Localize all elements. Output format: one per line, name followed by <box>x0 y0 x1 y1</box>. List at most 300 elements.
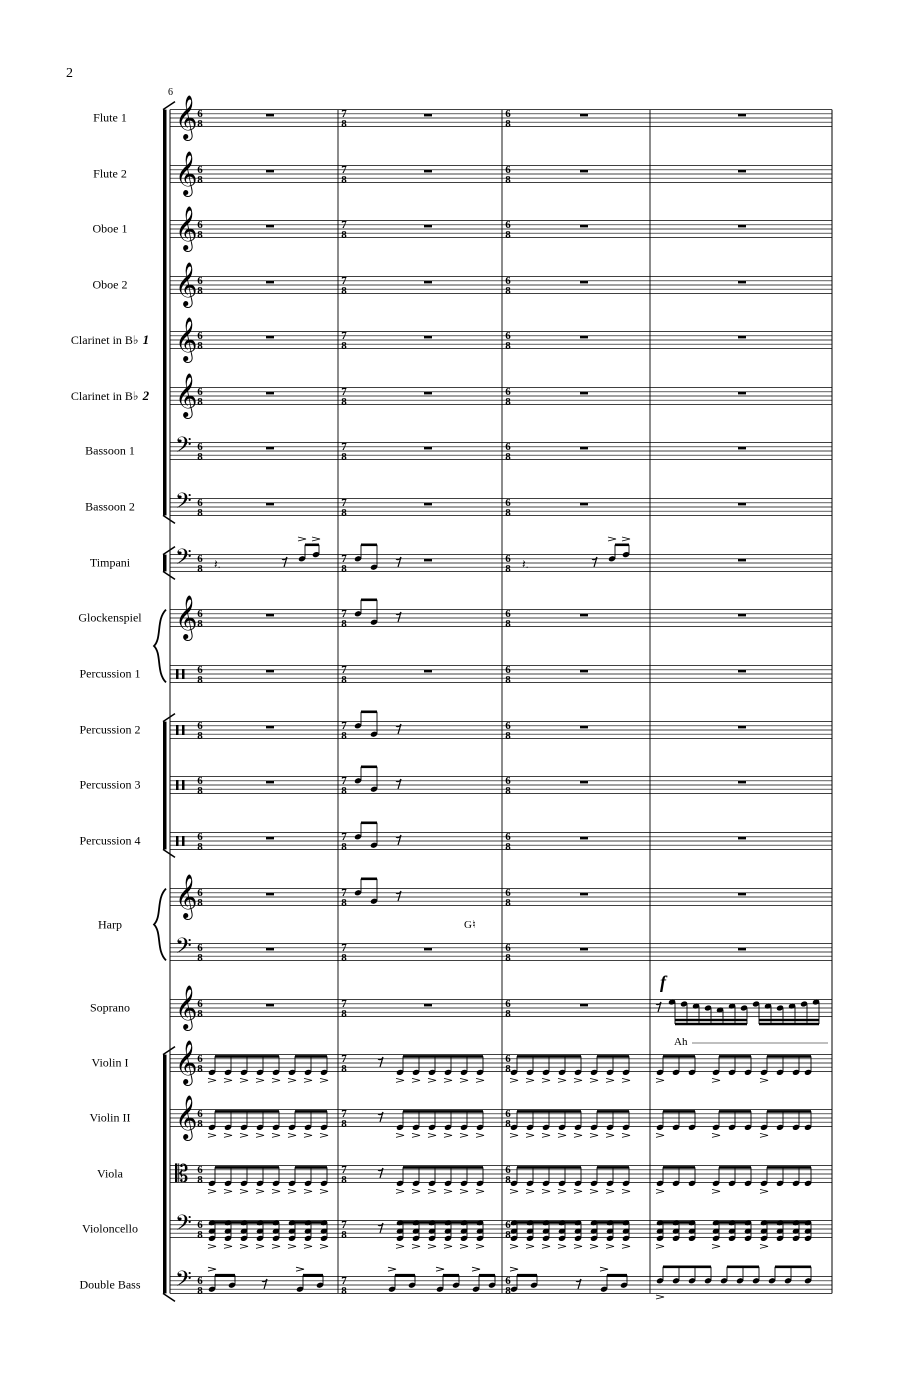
time-signature-bottom: 8 <box>341 285 347 297</box>
accent-mark <box>574 1078 582 1082</box>
time-signature-top: 7 <box>341 831 347 843</box>
time-signature-bottom: 8 <box>505 507 511 519</box>
time-signature-top: 7 <box>341 942 347 954</box>
instrument-label-text: Violoncello <box>82 1221 138 1236</box>
time-signature-bottom: 8 <box>505 674 511 686</box>
time-signature-bottom: 8 <box>197 174 203 186</box>
time-signature-bottom: 8 <box>505 229 511 241</box>
whole-rest <box>424 447 432 450</box>
accent-mark <box>542 1133 550 1137</box>
instrument-label-text: Violin I <box>91 1055 129 1070</box>
percussion-clef <box>176 669 179 679</box>
accent-mark <box>256 1244 264 1248</box>
accent-mark <box>712 1133 720 1137</box>
alto-clef-icon: 𝄡 <box>175 1160 189 1188</box>
time-signature-top: 6 <box>505 1275 511 1287</box>
accent-mark <box>510 1244 518 1248</box>
instrument-label-text: Glockenspiel <box>78 610 142 625</box>
whole-rest <box>580 114 588 117</box>
time-signature-top: 7 <box>341 1108 347 1120</box>
time-signature-bottom: 8 <box>197 1285 203 1297</box>
time-signature-top: 7 <box>341 664 347 676</box>
accent-mark <box>428 1244 436 1248</box>
time-signature-top: 6 <box>505 164 511 176</box>
time-signature-bottom: 8 <box>341 1229 347 1241</box>
whole-rest <box>424 559 432 562</box>
treble-clef-icon: 𝄞 <box>175 95 198 139</box>
time-signature-bottom: 8 <box>505 118 511 130</box>
accent-mark <box>622 537 630 541</box>
accent-mark <box>590 1078 598 1082</box>
accent-mark <box>510 1189 518 1193</box>
instrument-label-text: Timpani <box>89 555 131 570</box>
staff-percussion-1 <box>170 664 832 686</box>
accent-mark <box>396 1078 404 1082</box>
whole-rest <box>580 336 588 339</box>
time-signature-top: 6 <box>197 553 203 565</box>
time-signature-top: 6 <box>505 275 511 287</box>
accent-mark <box>272 1189 280 1193</box>
whole-rest <box>580 225 588 228</box>
time-signature-bottom: 8 <box>505 1063 511 1075</box>
time-signature-bottom: 8 <box>341 174 347 186</box>
accent-mark <box>304 1133 312 1137</box>
percussion-clef <box>176 836 179 846</box>
time-signature-top: 6 <box>197 386 203 398</box>
time-signature-top: 6 <box>505 1219 511 1231</box>
accent-mark <box>428 1078 436 1082</box>
instrument-label-text: Percussion 4 <box>79 833 141 848</box>
time-signature-top: 6 <box>505 553 511 565</box>
accent-mark <box>760 1133 768 1137</box>
accent-mark <box>240 1189 248 1193</box>
accent-mark <box>396 1189 404 1193</box>
time-signature-top: 6 <box>505 1053 511 1065</box>
whole-rest <box>738 559 746 562</box>
bass-clef-icon: 𝄢 <box>175 1211 192 1241</box>
instrument-label-text: Clarinet in B♭ <box>70 389 139 403</box>
time-signature-top: 6 <box>505 219 511 231</box>
accent-mark <box>444 1078 452 1082</box>
whole-rest <box>424 392 432 395</box>
time-signature-top: 7 <box>341 386 347 398</box>
accent-mark <box>396 1244 404 1248</box>
accent-mark <box>320 1189 328 1193</box>
whole-rest <box>738 670 746 673</box>
treble-clef-icon: 𝄞 <box>175 1040 198 1084</box>
accent-mark <box>476 1244 484 1248</box>
percussion-clef <box>182 725 185 735</box>
time-signature-top: 7 <box>341 608 347 620</box>
time-signature-bottom: 8 <box>197 674 203 686</box>
instrument-label-text: Bassoon 2 <box>85 499 135 514</box>
accent-mark <box>656 1244 664 1248</box>
whole-rest <box>738 336 746 339</box>
staff-clarinet-2 <box>170 373 832 419</box>
time-signature-top: 6 <box>197 1108 203 1120</box>
accent-mark <box>558 1078 566 1082</box>
whole-rest <box>580 614 588 617</box>
bracket-hook <box>163 1047 175 1055</box>
time-signature-bottom: 8 <box>197 730 203 742</box>
accent-mark <box>208 1133 216 1137</box>
time-signature-bottom: 8 <box>197 396 203 408</box>
staff-timpani <box>170 545 832 575</box>
whole-rest <box>580 1004 588 1007</box>
time-signature-top: 7 <box>341 775 347 787</box>
time-signature-bottom: 8 <box>341 1118 347 1130</box>
accent-mark <box>472 1267 480 1271</box>
staff-percussion-2 <box>170 720 832 742</box>
time-signature-bottom: 8 <box>197 229 203 241</box>
time-signature-top: 7 <box>341 887 347 899</box>
whole-rest <box>266 336 274 339</box>
whole-rest <box>738 726 746 729</box>
whole-rest <box>266 614 274 617</box>
group-bracket <box>163 110 167 516</box>
accent-mark <box>622 1244 630 1248</box>
accent-mark <box>296 1267 304 1271</box>
instrument-label-number: 2 <box>142 388 150 403</box>
accent-mark <box>320 1133 328 1137</box>
time-signature-bottom: 8 <box>505 1285 511 1297</box>
time-signature-top: 6 <box>197 998 203 1010</box>
bracket-hook <box>163 515 175 523</box>
bass-clef-icon: 𝄢 <box>175 1267 192 1297</box>
time-signature-top: 6 <box>505 720 511 732</box>
accent-mark <box>558 1133 566 1137</box>
accent-mark <box>760 1244 768 1248</box>
accent-mark <box>444 1133 452 1137</box>
time-signature-bottom: 8 <box>341 785 347 797</box>
time-signature-top: 7 <box>341 553 347 565</box>
accent-mark <box>606 1244 614 1248</box>
percussion-clef <box>176 725 179 735</box>
time-signature-top: 6 <box>197 219 203 231</box>
accent-mark <box>558 1244 566 1248</box>
accent-mark <box>574 1244 582 1248</box>
accent-mark <box>542 1078 550 1082</box>
time-signature-bottom: 8 <box>505 1174 511 1186</box>
accent-mark <box>526 1078 534 1082</box>
bracket-hook <box>163 102 175 110</box>
time-signature-bottom: 8 <box>341 118 347 130</box>
whole-rest <box>580 670 588 673</box>
time-signature-top: 6 <box>505 998 511 1010</box>
time-signature-bottom: 8 <box>341 1174 347 1186</box>
time-signature-top: 6 <box>197 720 203 732</box>
accent-mark <box>622 1189 630 1193</box>
accent-mark <box>542 1244 550 1248</box>
whole-rest <box>266 948 274 951</box>
accent-mark <box>272 1078 280 1082</box>
accent-mark <box>460 1244 468 1248</box>
time-signature-bottom: 8 <box>505 1008 511 1020</box>
time-signature-top: 6 <box>505 775 511 787</box>
treble-clef-icon: 𝄞 <box>175 985 198 1029</box>
bass-clef-icon: 𝄢 <box>175 433 192 463</box>
whole-rest <box>738 447 746 450</box>
time-signature-top: 7 <box>341 497 347 509</box>
whole-rest <box>580 503 588 506</box>
dotted-rest: 𝄽. <box>214 557 221 571</box>
time-signature-top: 6 <box>197 441 203 453</box>
group-bracket <box>163 1055 167 1294</box>
accent-mark <box>510 1133 518 1137</box>
time-signature-top: 6 <box>197 497 203 509</box>
accent-mark <box>240 1078 248 1082</box>
time-signature-top: 6 <box>505 887 511 899</box>
accent-mark <box>298 537 306 541</box>
instrument-label-text: Soprano <box>90 1000 130 1015</box>
whole-rest <box>424 336 432 339</box>
time-signature-bottom: 8 <box>505 340 511 352</box>
time-signature-top: 7 <box>341 219 347 231</box>
time-signature-bottom: 8 <box>197 897 203 909</box>
accent-mark <box>288 1189 296 1193</box>
instrument-label-text: Flute 1 <box>93 110 127 125</box>
accent-mark <box>388 1267 396 1271</box>
accent-mark <box>208 1078 216 1082</box>
harp-pedal-marking: G♮ <box>464 919 476 931</box>
time-signature-bottom: 8 <box>197 118 203 130</box>
accent-mark <box>712 1189 720 1193</box>
percussion-clef <box>176 780 179 790</box>
accent-mark <box>412 1189 420 1193</box>
whole-rest <box>266 225 274 228</box>
staff-harp <box>170 874 832 920</box>
time-signature-bottom: 8 <box>505 841 511 853</box>
time-signature-bottom: 8 <box>341 229 347 241</box>
accent-mark <box>712 1244 720 1248</box>
accent-mark <box>590 1189 598 1193</box>
accent-mark <box>288 1078 296 1082</box>
whole-rest <box>424 281 432 284</box>
brace <box>154 610 166 683</box>
time-signature-bottom: 8 <box>505 1229 511 1241</box>
instrument-label-text: Violin II <box>89 1110 131 1125</box>
time-signature-top: 6 <box>505 497 511 509</box>
time-signature-bottom: 8 <box>341 730 347 742</box>
time-signature-bottom: 8 <box>197 1008 203 1020</box>
whole-rest <box>424 225 432 228</box>
time-signature-bottom: 8 <box>197 1229 203 1241</box>
whole-rest <box>580 447 588 450</box>
percussion-clef <box>182 780 185 790</box>
accent-mark <box>526 1133 534 1137</box>
whole-rest <box>738 948 746 951</box>
accent-mark <box>590 1244 598 1248</box>
time-signature-bottom: 8 <box>341 507 347 519</box>
time-signature-top: 6 <box>505 330 511 342</box>
time-signature-top: 6 <box>197 887 203 899</box>
accent-mark <box>272 1244 280 1248</box>
staff-bassoon-1 <box>170 433 832 463</box>
time-signature-bottom: 8 <box>341 451 347 463</box>
accent-mark <box>510 1078 518 1082</box>
accent-mark <box>224 1189 232 1193</box>
accent-mark <box>272 1133 280 1137</box>
treble-clef-icon: 𝄞 <box>175 595 198 639</box>
time-signature-bottom: 8 <box>341 897 347 909</box>
time-signature-bottom: 8 <box>197 451 203 463</box>
time-signature-bottom: 8 <box>505 174 511 186</box>
accent-mark <box>320 1078 328 1082</box>
accent-mark <box>656 1133 664 1137</box>
accent-mark <box>396 1133 404 1137</box>
accent-mark <box>476 1078 484 1082</box>
whole-rest <box>266 781 274 784</box>
accent-mark <box>526 1244 534 1248</box>
accent-mark <box>428 1133 436 1137</box>
brace <box>154 889 166 961</box>
accent-mark <box>608 537 616 541</box>
group-bracket <box>163 555 167 572</box>
time-signature-bottom: 8 <box>341 1008 347 1020</box>
instrument-label-text: Percussion 3 <box>79 777 141 792</box>
time-signature-top: 6 <box>197 1053 203 1065</box>
bracket-hook <box>163 849 175 857</box>
time-signature-top: 7 <box>341 330 347 342</box>
whole-rest <box>580 281 588 284</box>
staff-bassoon-2 <box>170 489 832 519</box>
staff-flute-2 <box>170 151 832 197</box>
accent-mark <box>412 1244 420 1248</box>
time-signature-top: 7 <box>341 1275 347 1287</box>
accent-mark <box>622 1078 630 1082</box>
time-signature-bottom: 8 <box>341 1285 347 1297</box>
time-signature-top: 6 <box>197 664 203 676</box>
time-signature-bottom: 8 <box>341 563 347 575</box>
staff-double-bass <box>170 1267 832 1297</box>
accent-mark <box>224 1244 232 1248</box>
time-signature-top: 6 <box>197 942 203 954</box>
accent-mark <box>208 1189 216 1193</box>
accent-mark <box>656 1295 664 1299</box>
time-signature-top: 6 <box>505 664 511 676</box>
bracket-hook <box>163 571 175 579</box>
accent-mark <box>208 1267 216 1271</box>
whole-rest <box>738 503 746 506</box>
time-signature-top: 7 <box>341 441 347 453</box>
time-signature-bottom: 8 <box>505 396 511 408</box>
percussion-clef <box>182 836 185 846</box>
whole-rest <box>580 170 588 173</box>
time-signature-top: 7 <box>341 720 347 732</box>
time-signature-bottom: 8 <box>197 841 203 853</box>
staff-glockenspiel <box>170 595 832 641</box>
whole-rest <box>424 114 432 117</box>
time-signature-top: 7 <box>341 164 347 176</box>
whole-rest <box>424 670 432 673</box>
staff-oboe-1 <box>170 206 832 252</box>
accent-mark <box>510 1267 518 1271</box>
treble-clef-icon: 𝄞 <box>175 874 198 918</box>
instrument-label-text: Percussion 1 <box>79 666 141 681</box>
soprano-dynamic: f <box>660 972 666 992</box>
accent-mark <box>312 537 320 541</box>
accent-mark <box>590 1133 598 1137</box>
group-bracket <box>163 722 167 850</box>
time-signature-top: 6 <box>505 386 511 398</box>
time-signature-top: 7 <box>341 1053 347 1065</box>
accent-mark <box>460 1133 468 1137</box>
instrument-label-text: Viola <box>97 1166 123 1181</box>
accent-mark <box>558 1189 566 1193</box>
bass-clef-icon: 𝄢 <box>175 489 192 519</box>
treble-clef-icon: 𝄞 <box>175 262 198 306</box>
staff-harp-lower <box>170 934 832 964</box>
instrument-label-text: Oboe 1 <box>92 221 128 236</box>
accent-mark <box>476 1133 484 1137</box>
time-signature-top: 6 <box>505 1164 511 1176</box>
time-signature-bottom: 8 <box>197 563 203 575</box>
time-signature-top: 6 <box>197 1275 203 1287</box>
time-signature-top: 6 <box>197 1164 203 1176</box>
time-signature-top: 6 <box>505 108 511 120</box>
time-signature-top: 7 <box>341 1164 347 1176</box>
bracket-hook <box>163 714 175 722</box>
percussion-clef <box>182 669 185 679</box>
accent-mark <box>656 1189 664 1193</box>
accent-mark <box>600 1267 608 1271</box>
time-signature-top: 6 <box>197 608 203 620</box>
time-signature-bottom: 8 <box>341 952 347 964</box>
accent-mark <box>288 1244 296 1248</box>
staff-violin-1 <box>170 1040 832 1086</box>
time-signature-bottom: 8 <box>505 1118 511 1130</box>
time-signature-top: 7 <box>341 998 347 1010</box>
time-signature-bottom: 8 <box>197 1174 203 1186</box>
page-number: 2 <box>66 66 73 81</box>
time-signature-bottom: 8 <box>197 507 203 519</box>
time-signature-bottom: 8 <box>197 618 203 630</box>
treble-clef-icon: 𝄞 <box>175 317 198 361</box>
time-signature-bottom: 8 <box>341 1063 347 1075</box>
accent-mark <box>412 1078 420 1082</box>
accent-mark <box>574 1133 582 1137</box>
accent-mark <box>476 1189 484 1193</box>
staff-percussion-4 <box>170 831 832 853</box>
accent-mark <box>712 1078 720 1082</box>
time-signature-bottom: 8 <box>505 730 511 742</box>
time-signature-bottom: 8 <box>341 340 347 352</box>
accent-mark <box>622 1133 630 1137</box>
accent-mark <box>760 1078 768 1082</box>
whole-rest <box>738 114 746 117</box>
accent-mark <box>656 1078 664 1082</box>
whole-rest <box>580 893 588 896</box>
whole-rest <box>738 614 746 617</box>
accent-mark <box>436 1267 444 1271</box>
accent-mark <box>460 1078 468 1082</box>
time-signature-bottom: 8 <box>341 618 347 630</box>
whole-rest <box>738 170 746 173</box>
accent-mark <box>574 1189 582 1193</box>
accent-mark <box>606 1078 614 1082</box>
accent-mark <box>208 1244 216 1248</box>
accent-mark <box>444 1244 452 1248</box>
accent-mark <box>444 1189 452 1193</box>
time-signature-bottom: 8 <box>341 841 347 853</box>
whole-rest <box>266 726 274 729</box>
instrument-label-text: Percussion 2 <box>79 722 141 737</box>
time-signature-top: 6 <box>505 831 511 843</box>
time-signature-top: 6 <box>197 164 203 176</box>
whole-rest <box>266 170 274 173</box>
instrument-label-text: Oboe 2 <box>92 277 128 292</box>
accent-mark <box>412 1133 420 1137</box>
